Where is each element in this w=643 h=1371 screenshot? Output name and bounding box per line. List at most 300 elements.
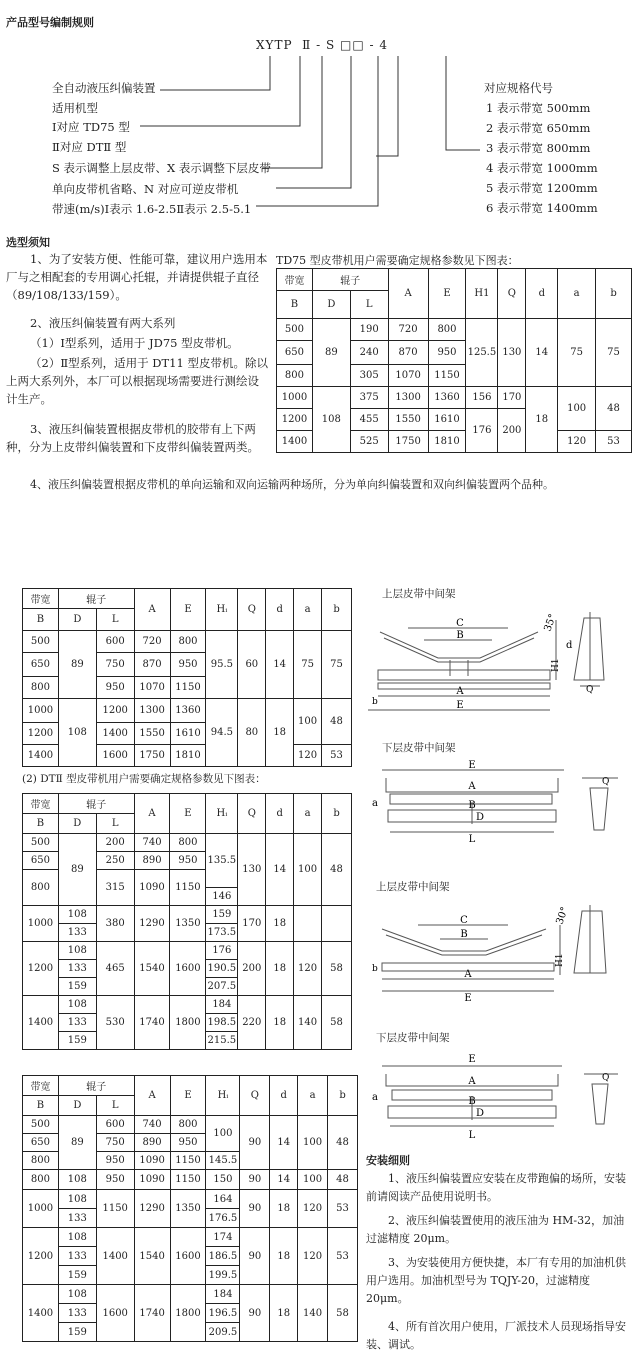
table-cell: 48 [596, 387, 632, 431]
table-cell: 1400 [23, 1285, 59, 1342]
table-cell: 500 [23, 834, 59, 852]
table-cell: 173.5 [206, 924, 238, 942]
table-cell: 58 [328, 1285, 358, 1342]
table-cell: 100 [298, 1116, 328, 1170]
table-cell: 90 [240, 1228, 270, 1285]
table-cell: 1800 [170, 1285, 206, 1342]
table-cell: 18 [266, 942, 294, 996]
diagram-caption-upper-1: 上层皮带中间架 [382, 588, 456, 600]
table-cell: 159 [58, 1323, 96, 1342]
label-b: b [372, 964, 378, 974]
table-cell: 800 [23, 870, 59, 906]
install-para-3: 3、为安装使用方便快捷，本厂有专用的加油机供用户选用。加油机型号为 TQJY-20，过滤精度 20μm。 [366, 1256, 626, 1305]
table-cell: 53 [328, 1228, 358, 1285]
label-D: D [476, 1108, 485, 1119]
table-cell: 240 [350, 341, 388, 365]
label-Q: Q [602, 777, 610, 787]
table-cell: 1400 [96, 723, 134, 745]
table-cell: 90 [240, 1285, 270, 1342]
label-angle: 30° [554, 905, 571, 927]
spec-code-3: 3 表示带宽 800mm [486, 141, 591, 155]
table-cell: 120 [294, 745, 322, 767]
table-cell: 740 [134, 1116, 170, 1134]
hdr-E: E [428, 269, 466, 319]
table-cell: 1360 [170, 699, 206, 723]
table-cell: 1600 [96, 745, 134, 767]
table-cell: 950 [96, 1152, 134, 1170]
table-cell: 14 [526, 319, 558, 387]
label-A: A [456, 686, 464, 697]
hdr-Q: Q [238, 589, 266, 631]
table-cell: 455 [350, 409, 388, 431]
hdr-roller: 辊子 [58, 589, 134, 609]
table-cell: 108 [58, 942, 96, 960]
table-cell: 146 [206, 888, 238, 906]
hdr-D: D [58, 814, 96, 834]
install-para-4: 4、所有首次用户使用，厂派技术人员现场指导安装、调试。 [366, 1320, 626, 1351]
table-cell: 1150 [96, 1190, 134, 1228]
table-cell: 200 [96, 834, 134, 852]
table-cell: 1290 [134, 906, 170, 942]
label-L: L [468, 1130, 476, 1141]
label-E: E [456, 700, 464, 711]
table-cell: 100 [206, 1116, 240, 1152]
table-cell: 60 [238, 631, 266, 699]
table-cell: 750 [96, 653, 134, 677]
table-cell: 650 [23, 852, 59, 870]
diagram-caption-lower-1: 下层皮带中间架 [382, 742, 456, 754]
table-cell: 950 [428, 341, 466, 365]
diagram-caption-upper-2: 上层皮带中间架 [376, 881, 450, 893]
table-cell: 1000 [23, 1190, 59, 1228]
hdr-d: d [270, 1076, 298, 1116]
lower-belt-frame-diagram-2 [368, 1046, 636, 1146]
table-cell: 53 [328, 1190, 358, 1228]
table-cell: 1610 [428, 409, 466, 431]
table-cell: 18 [526, 387, 558, 453]
hdr-A: A [388, 269, 428, 319]
hdr-L: L [350, 291, 388, 319]
table-cell: 530 [96, 996, 134, 1050]
label-B: B [460, 929, 468, 940]
table-cell: 1200 [23, 723, 59, 745]
table-cell: 199.5 [206, 1266, 240, 1285]
label-E: E [468, 760, 476, 771]
table-cell: 800 [170, 834, 206, 852]
table-cell: 120 [298, 1228, 328, 1285]
hdr-width: 带宽 [277, 269, 313, 291]
code-item-1: 适用机型 [52, 101, 98, 115]
label-Q: Q [586, 685, 594, 695]
selection-para-2: 2、液压纠偏装置有两大系列 [30, 316, 176, 330]
table-cell: 176 [206, 942, 238, 960]
table-cell: 1400 [96, 1228, 134, 1285]
table-cell: 1600 [170, 942, 206, 996]
table-cell: 1300 [388, 387, 428, 409]
table-cell: 305 [350, 365, 388, 387]
dt2-caption: (2) DTⅡ 型皮带机用户需要确定规格参数见下图表： [22, 773, 266, 785]
table-cell: 120 [294, 942, 322, 996]
table-cell: 18 [266, 906, 294, 942]
hdr-D: D [58, 609, 96, 631]
table-cell: 1350 [170, 1190, 206, 1228]
table-cell: 174 [206, 1228, 240, 1247]
label-b: b [372, 697, 378, 707]
table-cell: 156 [466, 387, 498, 409]
table-cell: 14 [270, 1116, 298, 1170]
table-cell: 600 [96, 631, 134, 653]
table-cell: 53 [596, 431, 632, 453]
selection-para-3: （1）Ⅰ型系列，适用于 JD75 型皮带机。 [30, 336, 239, 350]
table-cell: 800 [170, 1116, 206, 1134]
table-cell: 130 [498, 319, 526, 387]
table-cell: 1290 [134, 1190, 170, 1228]
table-cell: 58 [322, 942, 352, 996]
table-cell: 125.5 [466, 319, 498, 387]
table-cell: 1610 [170, 723, 206, 745]
table-cell: 200 [238, 942, 266, 996]
table-cell: 1750 [134, 745, 170, 767]
table-cell: 1810 [428, 431, 466, 453]
hdr-E: E [170, 589, 206, 631]
label-H1: H1 [555, 953, 565, 967]
table-cell: 650 [23, 1134, 59, 1152]
table-cell: 890 [134, 1134, 170, 1152]
hdr-Q: Q [498, 269, 526, 319]
table-cell: 1550 [134, 723, 170, 745]
hdr-a: a [294, 589, 322, 631]
table-cell: 170 [498, 387, 526, 409]
hdr-width: 带宽 [23, 794, 59, 814]
table-cell: 89 [312, 319, 350, 387]
table-cell: 133 [58, 1014, 96, 1032]
table-cell: 164 [206, 1190, 240, 1209]
table-cell: 18 [270, 1285, 298, 1342]
hdr-D: D [312, 291, 350, 319]
selection-para-4: （2）Ⅱ型系列，适用于 DT11 型皮带机。除以上两大系列外，本厂可以根据现场需要进行测绘设计生产。 [6, 356, 268, 406]
hdr-width: 带宽 [23, 589, 59, 609]
code-item-3: Ⅱ对应 DTⅡ 型 [52, 140, 127, 154]
table-cell: 159 [58, 1032, 96, 1050]
table-cell: 133 [58, 1247, 96, 1266]
table-cell: 1540 [134, 942, 170, 996]
label-B: B [468, 800, 476, 811]
table-cell: 18 [266, 996, 294, 1050]
table-cell: 100 [294, 834, 322, 906]
table-cell: 48 [328, 1116, 358, 1170]
table-cell: 75 [322, 631, 352, 699]
table-cell: 108 [312, 387, 350, 453]
table-cell: 198.5 [206, 1014, 238, 1032]
label-a: a [372, 798, 378, 809]
table-cell: 53 [322, 745, 352, 767]
table-cell: 95.5 [206, 631, 238, 699]
table-cell: 1000 [23, 906, 59, 942]
label-E: E [464, 993, 472, 1004]
table-cell: 48 [322, 699, 352, 745]
hdr-b: b [596, 269, 632, 319]
table-cell: 500 [277, 319, 313, 341]
code-item-2: Ⅰ对应 TD75 型 [52, 120, 130, 134]
table-cell: 75 [558, 319, 596, 387]
table-cell: 650 [23, 653, 59, 677]
table-cell: 190.5 [206, 960, 238, 978]
table-cell: 1740 [134, 1285, 170, 1342]
hdr-B: B [23, 609, 59, 631]
label-angle: 35° [542, 612, 559, 634]
table-cell: 75 [294, 631, 322, 699]
hdr-a: a [294, 794, 322, 834]
table-cell: 14 [270, 1170, 298, 1190]
table-cell: 1070 [134, 677, 170, 699]
table-cell: 108 [58, 1285, 96, 1304]
table-cell: 1090 [134, 1170, 170, 1190]
hdr-A: A [134, 589, 170, 631]
table-cell: 89 [58, 631, 96, 699]
table-cell: 14 [266, 631, 294, 699]
table-cell: 800 [23, 1152, 59, 1170]
hdr-Hi: Hᵢ [206, 589, 238, 631]
table-cell: 600 [96, 1116, 134, 1134]
table-cell: 1070 [388, 365, 428, 387]
hdr-roller: 辊子 [58, 794, 134, 814]
dt2-reverse-spec-table [22, 1075, 358, 1342]
label-D: D [476, 812, 485, 823]
table-cell: 108 [58, 906, 96, 924]
table-cell: 870 [134, 653, 170, 677]
spec-code-1: 1 表示带宽 500mm [486, 101, 591, 115]
table-cell: 159 [206, 906, 238, 924]
table-cell: 1000 [277, 387, 313, 409]
table-cell: 186.5 [206, 1247, 240, 1266]
table-cell: 176.5 [206, 1209, 240, 1228]
hdr-Q: Q [238, 794, 266, 834]
dt2-spec-table [22, 793, 352, 1050]
table-cell: 1400 [23, 996, 59, 1050]
table-cell: 800 [170, 631, 206, 653]
diagram-caption-lower-2: 下层皮带中间架 [376, 1032, 450, 1044]
table-cell: 525 [350, 431, 388, 453]
table-cell: 1090 [134, 870, 170, 906]
table-cell: 75 [596, 319, 632, 387]
hdr-E: E [170, 794, 206, 834]
table-cell: 90 [240, 1170, 270, 1190]
table-cell: 1350 [170, 906, 206, 942]
table-cell: 108 [58, 1170, 96, 1190]
table-cell: 108 [58, 996, 96, 1014]
label-C: C [456, 618, 464, 629]
label-A: A [468, 1076, 476, 1087]
table-cell: 130 [238, 834, 266, 906]
table-cell: 315 [96, 870, 134, 906]
table-cell: 209.5 [206, 1323, 240, 1342]
hdr-E: E [170, 1076, 206, 1116]
hdr-D: D [58, 1096, 96, 1116]
table-cell: 14 [266, 834, 294, 906]
hdr-Hi: Hᵢ [206, 1076, 240, 1116]
table-cell: 170 [238, 906, 266, 942]
table-cell: 950 [170, 1134, 206, 1152]
table-cell: 890 [134, 852, 170, 870]
hdr-b: b [322, 589, 352, 631]
table-cell: 950 [170, 852, 206, 870]
table-cell: 120 [558, 431, 596, 453]
hdr-a: a [298, 1076, 328, 1116]
upper-belt-frame-diagram-2 [368, 895, 636, 1013]
table-cell: 1090 [134, 1152, 170, 1170]
model-code: XYTP Ⅱ - S □□ - 4 [256, 38, 389, 52]
table-cell: 1150 [170, 677, 206, 699]
table-cell: 250 [96, 852, 134, 870]
hdr-L: L [96, 609, 134, 631]
type1-spec-table [22, 588, 352, 767]
table-cell: 150 [206, 1170, 240, 1190]
table-cell: 89 [58, 834, 96, 906]
table-cell: 100 [298, 1170, 328, 1190]
selection-para-6: 4、液压纠偏装置根据皮带机的单向运输和双向运输两种场所，分为单向纠偏装置和双向纠偏装置两个品种。 [30, 478, 554, 491]
label-d: d [566, 640, 573, 651]
hdr-a: a [558, 269, 596, 319]
table-cell: 1200 [96, 699, 134, 723]
table-cell: 1800 [170, 996, 206, 1050]
table-cell: 48 [328, 1170, 358, 1190]
page-title: 产品型号编制规则 [6, 16, 94, 29]
table-cell: 950 [170, 653, 206, 677]
table-cell: 190 [350, 319, 388, 341]
table-cell: 1600 [170, 1228, 206, 1285]
table-cell: 108 [58, 1190, 96, 1209]
selection-para-1: 1、为了安装方便、性能可靠，建议用户选用本厂与之相配套的专用调心托辊，并请提供辊子直径（89/108/133/159）。 [6, 252, 268, 302]
table-cell: 1150 [170, 1170, 206, 1190]
table-cell: 220 [238, 996, 266, 1050]
label-B: B [456, 630, 464, 641]
hdr-L: L [96, 814, 134, 834]
code-item-5: 单向皮带机省略、N 对应可逆皮带机 [52, 182, 239, 196]
table-cell: 18 [266, 699, 294, 767]
table-cell: 375 [350, 387, 388, 409]
table-cell: 140 [298, 1285, 328, 1342]
table-cell: 1000 [23, 699, 59, 723]
spec-code-6: 6 表示带宽 1400mm [486, 201, 598, 215]
table-cell: 18 [270, 1228, 298, 1285]
lower-belt-frame-diagram-1 [368, 758, 636, 858]
table-cell: 159 [58, 1266, 96, 1285]
table-cell: 500 [23, 1116, 59, 1134]
table-cell: 215.5 [206, 1032, 238, 1050]
table-cell: 18 [270, 1190, 298, 1228]
table-cell: 100 [558, 387, 596, 431]
hdr-H1: H1 [466, 269, 498, 319]
table-cell: 207.5 [206, 978, 238, 996]
hdr-A: A [134, 1076, 170, 1116]
table-cell: 1750 [388, 431, 428, 453]
table-cell: 500 [23, 631, 59, 653]
table-cell: 870 [388, 341, 428, 365]
code-item-6: 带速(m/s)Ⅰ表示 1.6-2.5Ⅱ表示 2.5-5.1 [52, 202, 252, 216]
table-cell: 120 [298, 1190, 328, 1228]
table-cell: 1550 [388, 409, 428, 431]
table-cell: 89 [58, 1116, 96, 1170]
spec-code-5: 5 表示带宽 1200mm [486, 181, 598, 195]
hdr-B: B [23, 814, 59, 834]
table-cell: 1400 [23, 745, 59, 767]
table-cell: 380 [96, 906, 134, 942]
spec-code-0: 对应规格代号 [484, 81, 553, 95]
table-cell: 1150 [170, 870, 206, 906]
hdr-d: d [526, 269, 558, 319]
table-cell: 720 [388, 319, 428, 341]
hdr-b: b [328, 1076, 358, 1116]
table-cell: 650 [277, 341, 313, 365]
spec-code-2: 2 表示带宽 650mm [486, 121, 591, 135]
hdr-d: d [266, 589, 294, 631]
install-heading: 安装细则 [366, 1154, 410, 1167]
hdr-A: A [134, 794, 170, 834]
table-cell: 159 [58, 978, 96, 996]
hdr-d: d [266, 794, 294, 834]
table-cell: 950 [96, 677, 134, 699]
table-cell: 1810 [170, 745, 206, 767]
table-cell: 58 [322, 996, 352, 1050]
table-cell: 800 [277, 365, 313, 387]
label-A: A [468, 781, 476, 792]
label-C: C [460, 915, 468, 926]
table-cell: 1200 [23, 1228, 59, 1285]
table-cell: 90 [240, 1116, 270, 1170]
label-B: B [468, 1096, 476, 1107]
table-cell: 184 [206, 996, 238, 1014]
table-cell: 1360 [428, 387, 466, 409]
table-cell: 800 [428, 319, 466, 341]
table-cell: 1540 [134, 1228, 170, 1285]
table-cell: 135.5 [206, 834, 238, 888]
label-H1: H1 [551, 658, 561, 672]
table-cell: 800 [23, 677, 59, 699]
table-cell: 720 [134, 631, 170, 653]
spec-code-4: 4 表示带宽 1000mm [486, 161, 598, 175]
table-cell: 196.5 [206, 1304, 240, 1323]
hdr-B: B [23, 1096, 59, 1116]
table-cell: 90 [240, 1190, 270, 1228]
install-para-1: 1、液压纠偏装置应安装在皮带跑偏的场所，安装前请阅读产品使用说明书。 [366, 1172, 626, 1203]
table-cell: 133 [58, 924, 96, 942]
table-cell: 750 [96, 1134, 134, 1152]
code-item-0: 全自动液压纠偏装置 [52, 81, 156, 95]
table-cell: 200 [498, 409, 526, 453]
table-cell: 465 [96, 942, 134, 996]
code-item-4: S 表示调整上层皮带、X 表示调整下层皮带 [52, 161, 271, 175]
table-cell: 140 [294, 996, 322, 1050]
table-cell: 950 [96, 1170, 134, 1190]
table-cell: 1200 [23, 942, 59, 996]
table-cell: 1150 [428, 365, 466, 387]
td75-caption: TD75 型皮带机用户需要确定规格参数见下图表： [276, 254, 519, 267]
hdr-B: B [277, 291, 313, 319]
label-A: A [464, 969, 472, 980]
label-L: L [468, 834, 476, 845]
table-cell: 48 [322, 834, 352, 906]
table-cell: 133 [58, 960, 96, 978]
table-cell: 740 [134, 834, 170, 852]
table-cell: 184 [206, 1285, 240, 1304]
hdr-roller: 辊子 [58, 1076, 134, 1096]
install-para-2: 2、液压纠偏装置使用的液压油为 HM-32，加油过滤精度 20μm。 [366, 1214, 625, 1245]
td75-spec-table [276, 268, 632, 453]
table-cell: 94.5 [206, 699, 238, 767]
table-cell: 145.5 [206, 1152, 240, 1170]
table-cell: 108 [58, 1228, 96, 1247]
selection-heading: 选型须知 [6, 236, 50, 249]
